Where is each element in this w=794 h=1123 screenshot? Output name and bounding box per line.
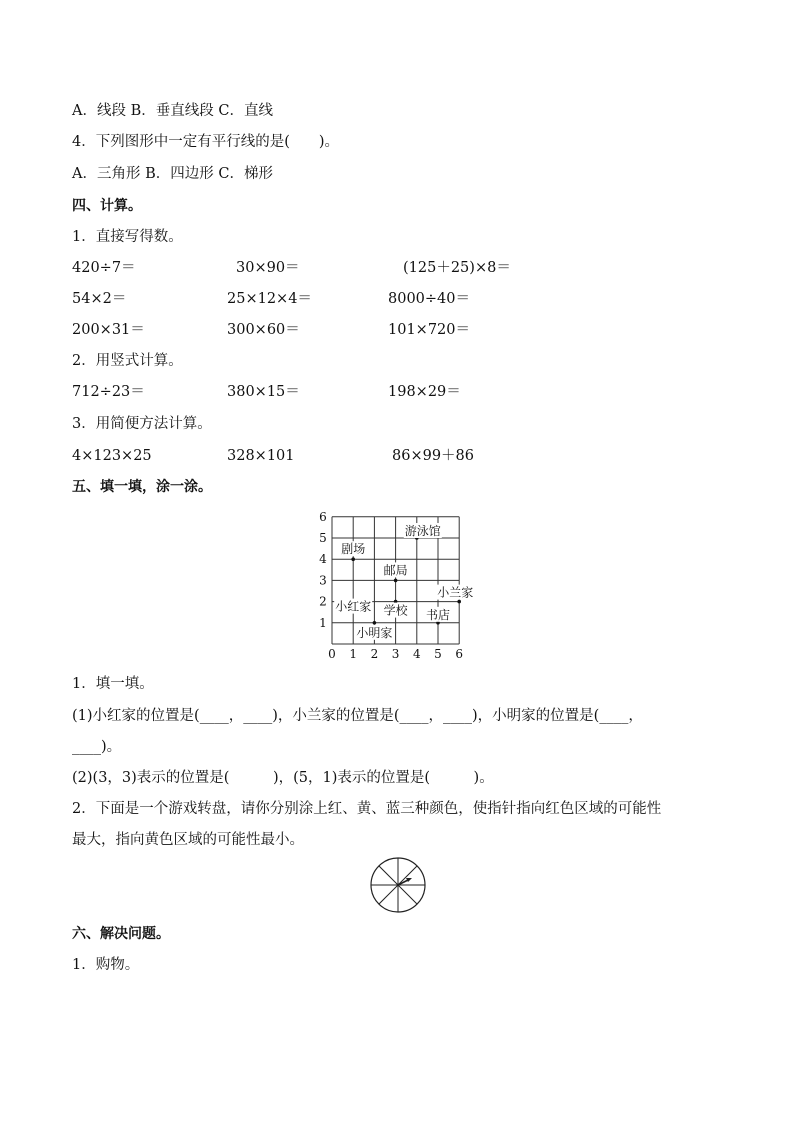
place-point <box>457 600 461 604</box>
calc-item: 30×90＝ <box>236 260 300 276</box>
fill-question-2: (2)(3，3)表示的位置是( )，(5，1)表示的位置是( )。 <box>72 770 494 786</box>
x-tick-label: 2 <box>370 647 379 660</box>
fill-question-1-cont: ____)。 <box>72 739 122 755</box>
place-label: 剧场 <box>341 542 366 557</box>
calc-item: 8000÷40＝ <box>388 291 471 307</box>
x-tick-label: 0 <box>328 647 336 660</box>
y-tick-label: 6 <box>319 509 327 524</box>
problem-1: 1．购物。 <box>72 957 140 973</box>
place-point <box>373 621 377 625</box>
calc-item: 25×12×4＝ <box>227 291 312 307</box>
x-tick-label: 5 <box>434 647 442 660</box>
place-label: 邮局 <box>383 563 408 578</box>
calc-item: 712÷23＝ <box>72 384 145 400</box>
spinner-wheel <box>369 856 427 914</box>
fill-question-1: (1)小红家的位置是(____，____)，小兰家的位置是(____，____)，小明家的位置是(____， <box>72 708 643 724</box>
x-tick-label: 4 <box>412 647 421 660</box>
place-label: 游泳馆 <box>404 524 441 538</box>
spinner-wheel-svg <box>369 856 427 914</box>
calc-item: 198×29＝ <box>388 384 461 400</box>
calc-item: 328×101 <box>227 448 295 464</box>
y-tick-label: 5 <box>319 531 327 545</box>
place-label: 书店 <box>425 607 451 622</box>
y-tick-label: 1 <box>319 615 327 630</box>
answer-options-line: A．三角形 B．四边形 C．梯形 <box>72 166 273 182</box>
y-tick-label: 4 <box>319 552 327 567</box>
spinner-pointer <box>398 878 412 885</box>
x-tick-label: 6 <box>455 647 464 660</box>
x-tick-label: 3 <box>391 647 400 660</box>
x-tick-label: 1 <box>349 647 358 660</box>
calc-item: 4×123×25 <box>72 448 152 464</box>
place-point <box>351 557 355 561</box>
place-label: 小明家 <box>356 625 393 640</box>
subquestion-1: 1．直接写得数。 <box>72 229 183 245</box>
calc-item: 420÷7＝ <box>72 260 136 276</box>
y-tick-label: 3 <box>319 573 327 588</box>
place-label: 小红家 <box>335 599 372 614</box>
section-heading-5: 五、填一填，涂一涂。 <box>72 479 212 495</box>
subquestion-fill: 1．填一填。 <box>72 676 154 692</box>
calc-item: 200×31＝ <box>72 322 145 338</box>
calc-item: 54×2＝ <box>72 291 127 307</box>
calc-item: 86×99＋86 <box>392 448 475 464</box>
spinner-question: 2．下面是一个游戏转盘，请你分别涂上红、黄、蓝三种颜色，使指针指向红色区域的可能性 <box>72 801 662 817</box>
y-tick-label: 2 <box>319 594 327 609</box>
calc-item: 300×60＝ <box>227 322 300 338</box>
subquestion-3: 3．用简便方法计算。 <box>72 416 212 432</box>
coordinate-grid-svg <box>316 508 486 660</box>
place-point <box>394 579 398 583</box>
spinner-question-cont: 最大，指向黄色区域的可能性最小。 <box>72 832 304 848</box>
section-heading-6: 六、解决问题。 <box>72 926 170 942</box>
place-label: 学校 <box>383 603 408 618</box>
place-label: 小兰家 <box>437 585 474 600</box>
question-4: 4．下列图形中一定有平行线的是( )。 <box>72 134 340 150</box>
calc-item: (125＋25)×8＝ <box>403 260 511 276</box>
calc-item: 380×15＝ <box>227 384 300 400</box>
answer-options-line: A．线段 B．垂直线段 C．直线 <box>72 103 273 119</box>
section-heading-4: 四、计算。 <box>72 198 142 214</box>
coordinate-grid <box>316 508 486 660</box>
calc-item: 101×720＝ <box>388 322 471 338</box>
subquestion-2: 2．用竖式计算。 <box>72 353 183 369</box>
